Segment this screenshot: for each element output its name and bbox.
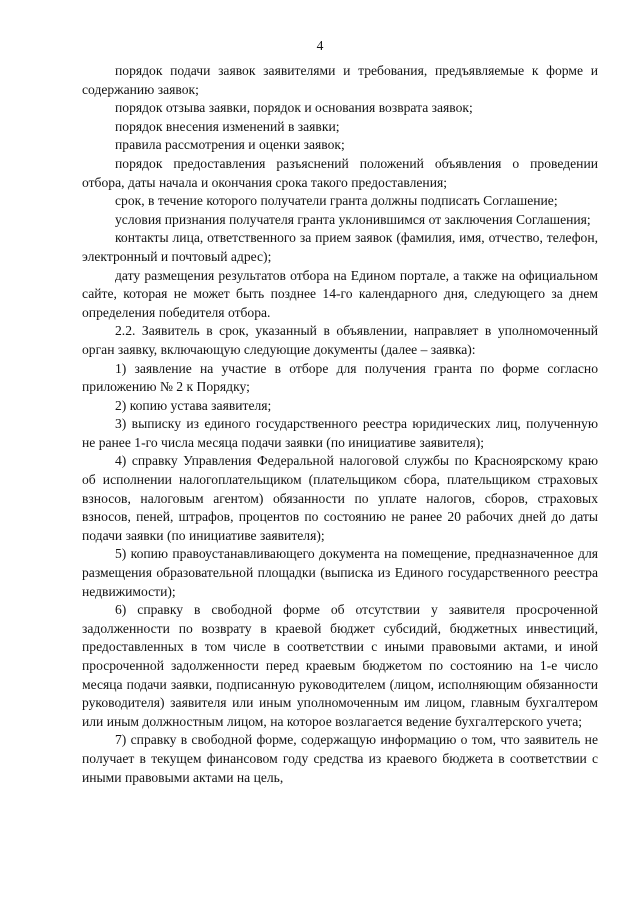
list-item-5-title-document: 5) копию правоустанавливающего документа на помещение, предназначенное для размещения образовательной площадки (выписка из Единого государственного реестра недвижимости); [82, 546, 598, 599]
document-body [82, 62, 598, 787]
paragraph-signing-deadline: срок, в течение которого получатели гранта должны подписать Соглашение; [115, 193, 558, 209]
list-item-3-registry-extract: 3) выписку из единого государственного реестра юридических лиц, полученную не ранее 1-го числа месяца подачи заявки (по инициативе заявителя); [82, 416, 598, 450]
paragraph-evasion-conditions: условия признания получателя гранта уклонившимся от заключения Соглашения; [115, 211, 591, 227]
list-item-6-debt-certificate: 6) справку в свободной форме об отсутствии у заявителя просроченной задолженности по возврату в краевой бюджет субсидий, бюджетных инвестиций, предоставленных в том числе в соответствии с иными правовыми актами, и иной просроченной задолженности перед краевым бюджетом по состоянию на 1-е число месяца подачи заявки, подписанную руководителем (лицом, исполняющим обязанности руководителя) заявителя или иным уполномоченным им лицом, главным бухгалтером или иным должностным лицом, на которое возлагается ведение бухгалтерского учета; [82, 602, 598, 729]
list-item-1-application: 1) заявление на участие в отборе для получения гранта по форме согласно приложению № 2 к Порядку; [82, 360, 598, 395]
paragraph-submission-procedure: порядок подачи заявок заявителями и требования, предъявляемые к форме и содержанию заявок; [82, 63, 598, 97]
page-number: 4 [316, 38, 324, 53]
paragraph-amendment-procedure: порядок внесения изменений в заявки; [115, 118, 340, 134]
paragraph-review-rules: правила рассмотрения и оценки заявок; [115, 137, 345, 153]
list-item-4-tax-certificate: 4) справку Управления Федеральной налоговой службы по Красноярскому краю об исполнении налогоплательщиком (плательщиком сбора, плательщиком страховых взносов, налоговым агентом) обязанности по уплате налогов, сборов, страховых взносов, пеней, штрафов, процентов по состоянию не ранее 20 рабочих дней до даты подачи заявки (по инициативе заявителя); [82, 453, 598, 543]
paragraph-results-date: дату размещения результатов отбора на Едином портале, а также на официальном сайте, которая не может быть позднее 14-го календарного дня, следующего за днем определения победителя отбора. [82, 267, 598, 320]
paragraph-withdrawal-procedure: порядок отзыва заявки, порядок и основания возврата заявок; [115, 100, 473, 116]
list-item-2-charter-copy: 2) копию устава заявителя; [115, 397, 272, 413]
paragraph-contact-person: контакты лица, ответственного за прием заявок (фамилия, имя, отчество, телефон, электронный и почтовый адрес); [82, 230, 598, 264]
list-item-7-funding-certificate: 7) справку в свободной форме, содержащую информацию о том, что заявитель не получает в текущем финансовом году средства из краевого бюджета в соответствии с иными правовыми актами на цель, [82, 732, 598, 785]
paragraph-clarification-procedure: порядок предоставления разъяснений положений объявления о проведении отбора, даты начала и окончания срока такого предоставления; [82, 155, 598, 190]
paragraph-section-2-2: 2.2. Заявитель в срок, указанный в объявлении, направляет в уполномоченный орган заявку, включающую следующие документы (далее – заявка): [82, 323, 598, 357]
